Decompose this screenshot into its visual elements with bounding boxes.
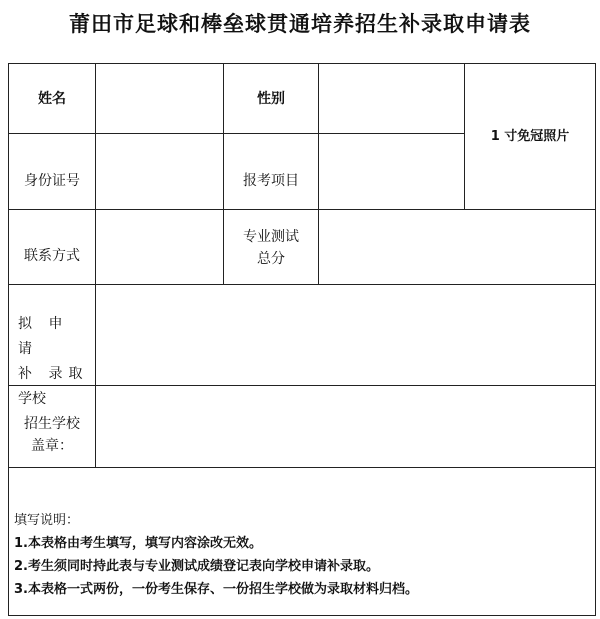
test-score-label [224, 226, 318, 270]
gender-field[interactable] [319, 64, 464, 133]
school-stamp-label-line2: 盖章： [31, 438, 73, 454]
sport-field[interactable] [319, 134, 464, 209]
instruction-item: 3.本表格一式两份，一份考生保存、一份招生学校做为录取材料归档。 [14, 582, 418, 597]
target-school-field[interactable] [96, 285, 595, 385]
instructions-heading: 填写说明： [14, 513, 80, 528]
instruction-item: 2.考生须同时持此表与专业测试成绩登记表向学校申请补录取。 [14, 559, 379, 574]
sport-label: 报考项目 [243, 173, 299, 189]
target-school-label-line2: 补 录取 [18, 366, 89, 382]
school-stamp-label [9, 413, 95, 457]
contact-field[interactable] [96, 210, 223, 284]
instructions [14, 509, 418, 601]
school-stamp-area [96, 386, 595, 467]
test-score-label-line2: 总分 [257, 251, 285, 267]
target-school-label-line3: 学校 [18, 391, 46, 407]
test-score-label-line1: 专业测试 [243, 229, 299, 245]
instruction-item: 1.本表格由考生填写，填写内容涂改无效。 [14, 536, 262, 551]
id-number-label: 身份证号 [24, 173, 80, 189]
name-label: 姓名 [38, 90, 66, 107]
target-school-label-line1: 拟 申 请 [18, 316, 69, 357]
target-school-label [18, 312, 94, 412]
name-field[interactable] [96, 64, 223, 133]
gender-label: 性别 [257, 90, 285, 107]
test-score-field[interactable] [319, 210, 595, 284]
form-title: 莆田市足球和棒垒球贯通培养招生补录取申请表 [69, 12, 531, 36]
id-number-field[interactable] [96, 134, 223, 209]
contact-label: 联系方式 [24, 248, 80, 264]
school-stamp-label-line1: 招生学校 [24, 416, 80, 432]
photo-placeholder: 1 寸免冠照片 [490, 128, 570, 144]
